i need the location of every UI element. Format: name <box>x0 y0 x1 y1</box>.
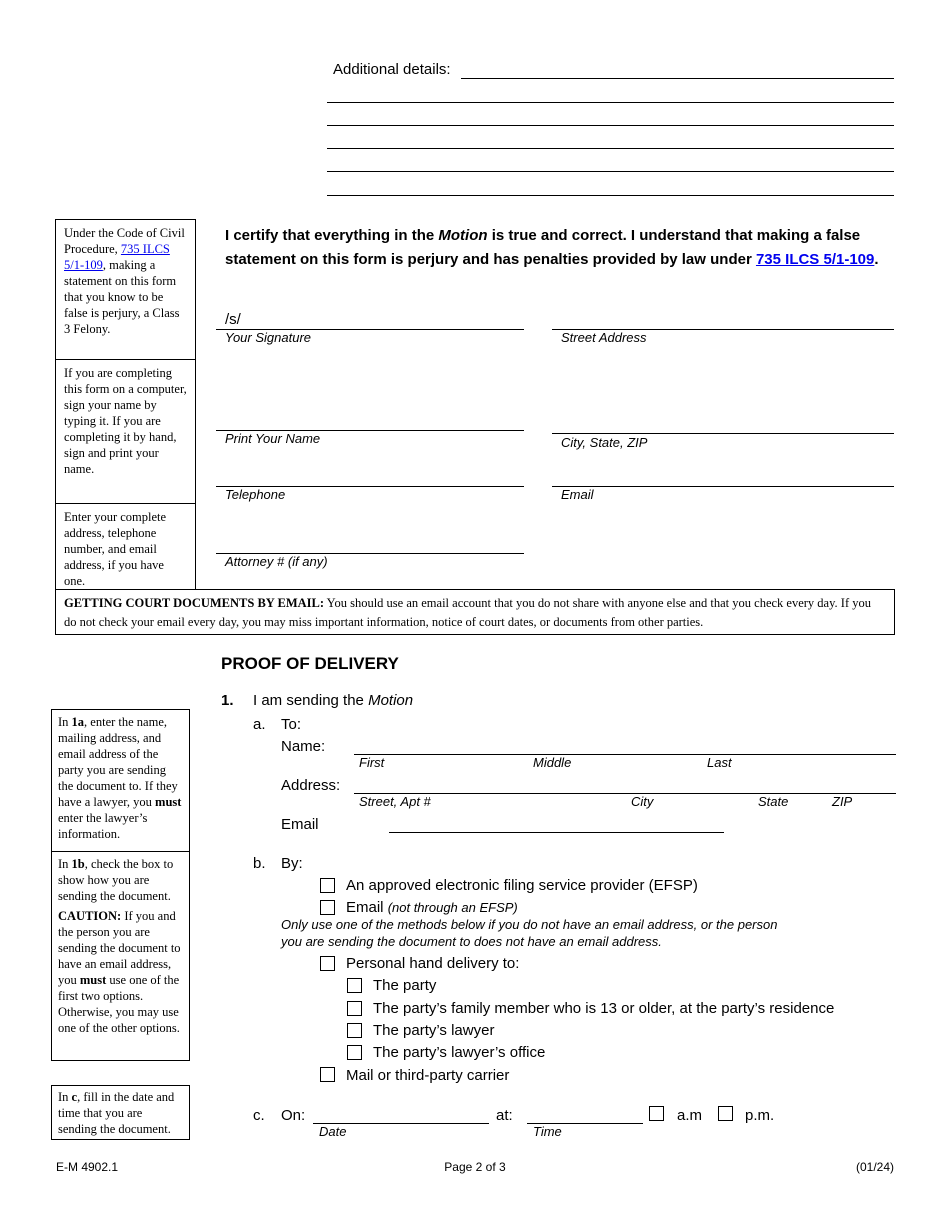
proof-title: PROOF OF DELIVERY <box>221 654 399 673</box>
additional-details-line-4[interactable] <box>327 148 894 149</box>
hand-delivery-label: Personal hand delivery to: <box>346 955 520 972</box>
email-notice: GETTING COURT DOCUMENTS BY EMAIL: You should use an email account that you do not share with anyone else and that you check every day. If you do not check your email every day, you may miss important information, notice of court dates, or documents from other parties. <box>55 589 895 635</box>
your-signature-label: Your Signature <box>225 330 312 345</box>
am-label: a.m <box>677 1107 703 1124</box>
certification-text: I certify that everything in the Motion is true and correct. I understand that making a false statement on this form is perjury and has penalties provided by law under 735 ILCS 5/1-109. <box>225 227 879 268</box>
efsp-label: An approved electronic filing service provider (EFSP) <box>346 877 698 894</box>
zip-label: ZIP <box>832 794 853 809</box>
hand-delivery-checkbox[interactable] <box>320 956 335 971</box>
form-id: E-M 4902.1 <box>56 1160 119 1174</box>
additional-details-line-6[interactable] <box>327 195 894 196</box>
city-state-zip-label: City, State, ZIP <box>561 435 648 450</box>
recipient-address-line[interactable] <box>354 793 896 794</box>
page-number: Page 2 of 3 <box>444 1160 506 1174</box>
c-letter: c. <box>253 1107 265 1124</box>
city-label: City <box>631 794 654 809</box>
mail-checkbox[interactable] <box>320 1067 335 1082</box>
by-label: By: <box>281 855 303 872</box>
instructions-column <box>55 219 196 589</box>
signature-value: /s/ <box>225 311 241 328</box>
additional-details-label: Additional details: <box>333 61 451 78</box>
pm-label: p.m. <box>745 1107 775 1124</box>
to-label: To: <box>281 716 302 733</box>
street-label: Street, Apt # <box>359 794 431 809</box>
recipient-name-line[interactable] <box>354 754 896 755</box>
recipient-email-label: Email <box>281 816 319 833</box>
last-label: Last <box>707 755 732 770</box>
item-text: I am sending the Motion <box>253 692 414 709</box>
state-label: State <box>758 794 789 809</box>
a-letter: a. <box>253 716 266 733</box>
at-label: at: <box>496 1107 513 1124</box>
perjury-statute-link[interactable]: 735 ILCS 5/1-109 <box>64 242 170 272</box>
email-option-label: Email (not through an EFSP) <box>346 899 518 916</box>
family-member-checkbox[interactable] <box>347 1001 362 1016</box>
proof-instructions <box>51 709 190 1061</box>
additional-details-line-2[interactable] <box>327 102 894 103</box>
form-date: (01/24) <box>855 1160 894 1174</box>
only-use-note: Only use one of the methods below if you do not have an email address, or the person you are sending the document to does not have an email address. <box>281 917 778 949</box>
b-letter: b. <box>253 855 266 872</box>
on-label: On: <box>281 1107 306 1124</box>
note-1b: In 1b, check the box to show how you are sending the document. CAUTION: If you and the person you are sending the document to have an email address, you must use one of the first two options. Otherwise, you may use one of the other options. <box>58 857 181 1035</box>
lawyer-checkbox[interactable] <box>347 1023 362 1038</box>
middle-label: Middle <box>533 755 572 770</box>
first-label: First <box>359 755 385 770</box>
additional-details-line-5[interactable] <box>327 171 894 172</box>
telephone-label: Telephone <box>225 487 286 502</box>
print-name-label: Print Your Name <box>225 431 321 446</box>
note-c: In c, fill in the date and time that you are sending the document. <box>51 1085 190 1140</box>
item-number: 1. <box>221 692 234 709</box>
name-label: Name: <box>281 738 326 755</box>
note-1a: In 1a, enter the name, mailing address, and email address of the party you are sending the document to. If they have a lawyer, you must enter the lawyer’s information. <box>52 710 189 852</box>
am-checkbox[interactable] <box>649 1106 664 1121</box>
email-line[interactable] <box>552 486 894 487</box>
additional-details-line-1[interactable] <box>461 78 894 79</box>
lawyer-office-checkbox[interactable] <box>347 1045 362 1060</box>
pm-checkbox[interactable] <box>718 1106 733 1121</box>
email-label: Email <box>561 487 594 502</box>
certification-statute-link[interactable]: 735 ILCS 5/1-109 <box>755 251 875 268</box>
street-address-label: Street Address <box>561 330 647 345</box>
lawyer-office-label: The party’s lawyer’s office <box>373 1044 546 1061</box>
city-state-zip-line[interactable] <box>552 433 894 434</box>
efsp-checkbox[interactable] <box>320 878 335 893</box>
lawyer-label: The party’s lawyer <box>373 1022 495 1039</box>
party-label: The party <box>373 977 437 994</box>
attorney-label: Attorney # (if any) <box>225 554 328 569</box>
party-checkbox[interactable] <box>347 978 362 993</box>
date-label: Date <box>319 1124 347 1139</box>
address-label: Address: <box>281 777 341 794</box>
sign-note: If you are completing this form on a computer, sign your name by typing it. If you are completing it by hand, sign and print your name. <box>56 360 195 504</box>
address-note: Enter your complete address, telephone number, and email address, if you have one. <box>64 510 167 588</box>
email-checkbox[interactable] <box>320 900 335 915</box>
additional-details-line-3[interactable] <box>327 125 894 126</box>
recipient-email-line[interactable] <box>389 832 724 833</box>
perjury-note: Under the Code of Civil Procedure, 735 ILCS 5/1-109, making a statement on this form that you know to be false is perjury, a Class 3 Felony. <box>56 220 195 360</box>
mail-label: Mail or third-party carrier <box>346 1067 510 1084</box>
time-label: Time <box>533 1124 562 1139</box>
family-member-label: The party’s family member who is 13 or older, at the party’s residence <box>373 1000 835 1017</box>
